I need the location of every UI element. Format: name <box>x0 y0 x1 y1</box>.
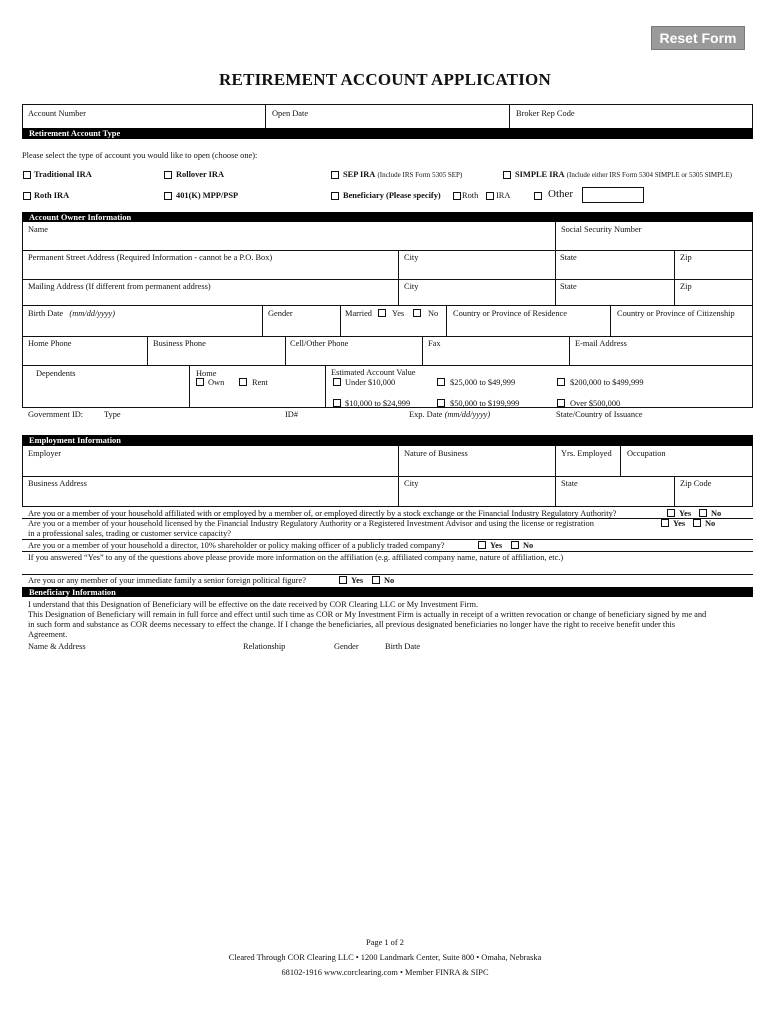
q5-yes-label: Yes <box>351 576 364 585</box>
question-political-figure: Are you or any member of your immediate family a senior foreign political figure? <box>28 576 306 585</box>
divider <box>446 305 447 336</box>
question-licensed: Are you or a member of your household licensed by the Financial Industry Regulatory Authority or a Registered Investment Advisor and using the license or registration <box>28 519 594 528</box>
footer-line-1: Cleared Through COR Clearing LLC • 1200 Landmark Center, Suite 800 • Omaha, Nebraska <box>228 953 542 962</box>
beneficiary-ira-label: IRA <box>496 191 511 200</box>
citizenship-field[interactable]: Country or Province of Citizenship <box>617 309 735 318</box>
divider <box>22 506 753 507</box>
divider <box>610 305 611 336</box>
q3-no-checkbox[interactable] <box>511 541 519 549</box>
divider <box>752 104 753 128</box>
value-under-10k-checkbox[interactable] <box>333 378 341 386</box>
business-city-field[interactable]: City <box>404 479 419 488</box>
beneficiary-name-address-header: Name & Address <box>28 642 86 651</box>
simple-ira-label: SIMPLE IRA (Include either IRS Form 5304 SIMPLE or 5305 SIMPLE) <box>515 170 732 179</box>
beneficiary-roth-label: Roth <box>462 191 479 200</box>
divider <box>147 336 148 365</box>
sep-ira-label: SEP IRA (Include IRS Form 5305 SEP) <box>343 170 463 179</box>
beneficiary-text-2: This Designation of Beneficiary will remain in full force and effect until such time as COR or My Investment Firm is actually in receipt of a written revocation or change of beneficiary signed by me and <box>28 610 707 619</box>
other-label: Other <box>548 188 574 200</box>
issuance-field[interactable]: State/Country of Issuance <box>556 410 643 419</box>
name-field[interactable]: Name <box>28 225 48 234</box>
page-number: Page 1 of 2 <box>366 938 404 947</box>
government-id-label: Government ID: <box>28 410 84 419</box>
home-phone-field[interactable]: Home Phone <box>28 339 72 348</box>
divider <box>674 476 675 506</box>
divider <box>555 446 556 506</box>
city-field[interactable]: City <box>404 253 419 262</box>
401k-checkbox[interactable] <box>164 192 172 200</box>
state-field[interactable]: State <box>560 253 577 262</box>
section-header-beneficiary: Beneficiary Information <box>22 587 753 597</box>
q3-no-label: No <box>523 541 534 550</box>
zip-field[interactable]: Zip <box>680 253 692 262</box>
mailing-city-field[interactable]: City <box>404 282 419 291</box>
id-number-field[interactable]: ID# <box>285 410 299 419</box>
divider <box>22 305 753 306</box>
divider <box>22 336 753 337</box>
q5-yes-checkbox[interactable] <box>339 576 347 584</box>
footer-line-2: 68102-1916 www.corclearing.com • Member FINRA & SIPC <box>281 968 489 977</box>
q3-yes-label: Yes <box>490 541 503 550</box>
home-own-checkbox[interactable] <box>196 378 204 386</box>
business-state-field[interactable]: State <box>561 479 578 488</box>
q1-yes-label: Yes <box>679 509 692 518</box>
years-employed-field[interactable]: Yrs. Employed <box>561 449 612 458</box>
beneficiary-roth-checkbox[interactable] <box>453 192 461 200</box>
question-licensed-cont: in a professional sales, trading or customer service capacity? <box>28 529 232 538</box>
home-own-label: Own <box>208 378 225 387</box>
traditional-ira-label: Traditional IRA <box>34 170 92 179</box>
beneficiary-label: Beneficiary (Please specify) <box>343 191 441 200</box>
q2-yes-label: Yes <box>673 519 686 528</box>
simple-ira-checkbox[interactable] <box>503 171 511 179</box>
divider <box>509 104 510 128</box>
cell-phone-field[interactable]: Cell/Other Phone <box>290 339 349 348</box>
married-label: Married <box>345 309 372 318</box>
mailing-state-field[interactable]: State <box>560 282 577 291</box>
divider <box>555 250 556 305</box>
beneficiary-text-4: Agreement. <box>28 630 68 639</box>
birth-date-field[interactable]: Birth Date (mm/dd/yyyy) <box>28 309 115 318</box>
divider <box>285 336 286 365</box>
other-checkbox[interactable] <box>534 192 542 200</box>
divider <box>398 250 399 305</box>
married-yes-checkbox[interactable] <box>378 309 386 317</box>
rollover-ira-label: Rollover IRA <box>176 170 224 179</box>
divider <box>422 336 423 365</box>
q2-no-checkbox[interactable] <box>693 519 701 527</box>
section-header-owner: Account Owner Information <box>22 212 753 222</box>
divider <box>674 250 675 305</box>
divider <box>22 104 23 128</box>
beneficiary-birth-date-header: Birth Date <box>385 642 421 651</box>
q2-no-label: No <box>705 519 716 528</box>
divider <box>325 365 326 407</box>
dependents-field[interactable]: Dependents <box>36 369 76 378</box>
value-50k-199k-checkbox[interactable] <box>437 399 445 407</box>
divider <box>265 104 266 128</box>
married-yes-label: Yes <box>392 309 405 318</box>
beneficiary-text-1: I understand that this Designation of Beneficiary will be effective on the date received by COR Clearing LLC or My Investment Firm. <box>28 600 479 609</box>
question-affiliation-details[interactable]: If you answered “Yes” to any of the questions above please provide more information on the affiliation (e.g. affiliated company name, nature of affiliation, etc.) <box>28 553 564 562</box>
divider <box>262 305 263 336</box>
broker-rep-code-field[interactable]: Broker Rep Code <box>516 109 575 118</box>
home-label: Home <box>196 369 217 378</box>
residence-field[interactable]: Country or Province of Residence <box>453 309 567 318</box>
business-address-field[interactable]: Business Address <box>28 479 87 488</box>
divider <box>620 446 621 476</box>
email-field[interactable]: E-mail Address <box>575 339 627 348</box>
married-no-label: No <box>428 309 439 318</box>
section-header-employment: Employment Information <box>22 435 753 446</box>
divider <box>22 551 753 552</box>
ssn-field[interactable]: Social Security Number <box>561 225 642 234</box>
rollover-ira-checkbox[interactable] <box>164 171 172 179</box>
value-10k-24k-checkbox[interactable] <box>333 399 341 407</box>
value-200k-499k-checkbox[interactable] <box>557 378 565 386</box>
q1-no-checkbox[interactable] <box>699 509 707 517</box>
value-50k-199k-label: $50,000 to $199,999 <box>450 399 520 408</box>
account-type-prompt: Please select the type of account you would like to open (choose one): <box>22 151 258 160</box>
employer-field[interactable]: Employer <box>28 449 62 458</box>
divider <box>22 539 753 540</box>
q2-yes-checkbox[interactable] <box>661 519 669 527</box>
value-under-10k-label: Under $10,000 <box>345 378 396 387</box>
occupation-field[interactable]: Occupation <box>627 449 666 458</box>
divider <box>569 336 570 365</box>
open-date-field[interactable]: Open Date <box>272 109 309 118</box>
traditional-ira-checkbox[interactable] <box>23 171 31 179</box>
exp-date-field[interactable]: Exp. Date (mm/dd/yyyy) <box>409 410 491 419</box>
q1-yes-checkbox[interactable] <box>667 509 675 517</box>
q5-no-label: No <box>384 576 395 585</box>
other-input[interactable] <box>582 187 644 203</box>
page-title: RETIREMENT ACCOUNT APPLICATION <box>219 70 551 89</box>
divider <box>189 365 190 407</box>
reset-form-button[interactable]: Reset Form <box>651 26 745 50</box>
id-type-field[interactable]: Type <box>104 410 121 419</box>
business-zip-field[interactable]: Zip Code <box>680 479 712 488</box>
permanent-address-field[interactable]: Permanent Street Address (Required Information - cannot be a P.O. Box) <box>28 253 273 262</box>
divider <box>555 222 556 250</box>
section-header-retirement-type: Retirement Account Type <box>22 128 753 139</box>
estimated-value-label: Estimated Account Value <box>331 368 416 377</box>
roth-ira-label: Roth IRA <box>34 191 70 200</box>
q1-no-label: No <box>711 509 722 518</box>
q5-no-checkbox[interactable] <box>372 576 380 584</box>
question-finra-affiliation: Are you or a member of your household affiliated with or employed by a member of, or employed directly by a stock exchange or the Financial Industry Regulatory Authority? <box>28 509 617 518</box>
account-number-field[interactable]: Account Number <box>28 109 86 118</box>
401k-label: 401(K) MPP/PSP <box>176 191 239 200</box>
value-10k-24k-label: $10,000 to $24,999 <box>345 399 411 408</box>
divider <box>22 365 753 366</box>
sep-ira-checkbox[interactable] <box>331 171 339 179</box>
value-25k-49k-label: $25,000 to $49,999 <box>450 378 516 387</box>
fax-field[interactable]: Fax <box>428 339 441 348</box>
beneficiary-gender-header: Gender <box>334 642 359 651</box>
beneficiary-checkbox[interactable] <box>331 192 339 200</box>
business-phone-field[interactable]: Business Phone <box>153 339 206 348</box>
q3-yes-checkbox[interactable] <box>478 541 486 549</box>
question-director: Are you or a member of your household a director, 10% shareholder or policy making officer of a publicly traded company? <box>28 541 445 550</box>
home-rent-checkbox[interactable] <box>239 378 247 386</box>
value-200k-499k-label: $200,000 to $499,999 <box>570 378 644 387</box>
roth-ira-checkbox[interactable] <box>23 192 31 200</box>
beneficiary-ira-checkbox[interactable] <box>486 192 494 200</box>
value-25k-49k-checkbox[interactable] <box>437 378 445 386</box>
divider <box>22 476 753 477</box>
divider <box>22 104 753 105</box>
beneficiary-text-3: in such form and substance as COR deems necessary to effect the change. If I change the beneficiaries, all previous designated beneficiaries no longer have the right to receive benefit under this <box>28 620 676 629</box>
home-rent-label: Rent <box>252 378 268 387</box>
beneficiary-relationship-header: Relationship <box>243 642 286 651</box>
nature-of-business-field[interactable]: Nature of Business <box>404 449 468 458</box>
divider <box>22 574 753 575</box>
divider <box>22 279 753 280</box>
mailing-address-field[interactable]: Mailing Address (If different from permanent address) <box>28 282 211 291</box>
divider <box>398 446 399 506</box>
value-over-500k-checkbox[interactable] <box>557 399 565 407</box>
mailing-zip-field[interactable]: Zip <box>680 282 692 291</box>
gender-field[interactable]: Gender <box>268 309 293 318</box>
divider <box>340 305 341 336</box>
divider <box>22 250 753 251</box>
married-no-checkbox[interactable] <box>413 309 421 317</box>
value-over-500k-label: Over $500,000 <box>570 399 621 408</box>
